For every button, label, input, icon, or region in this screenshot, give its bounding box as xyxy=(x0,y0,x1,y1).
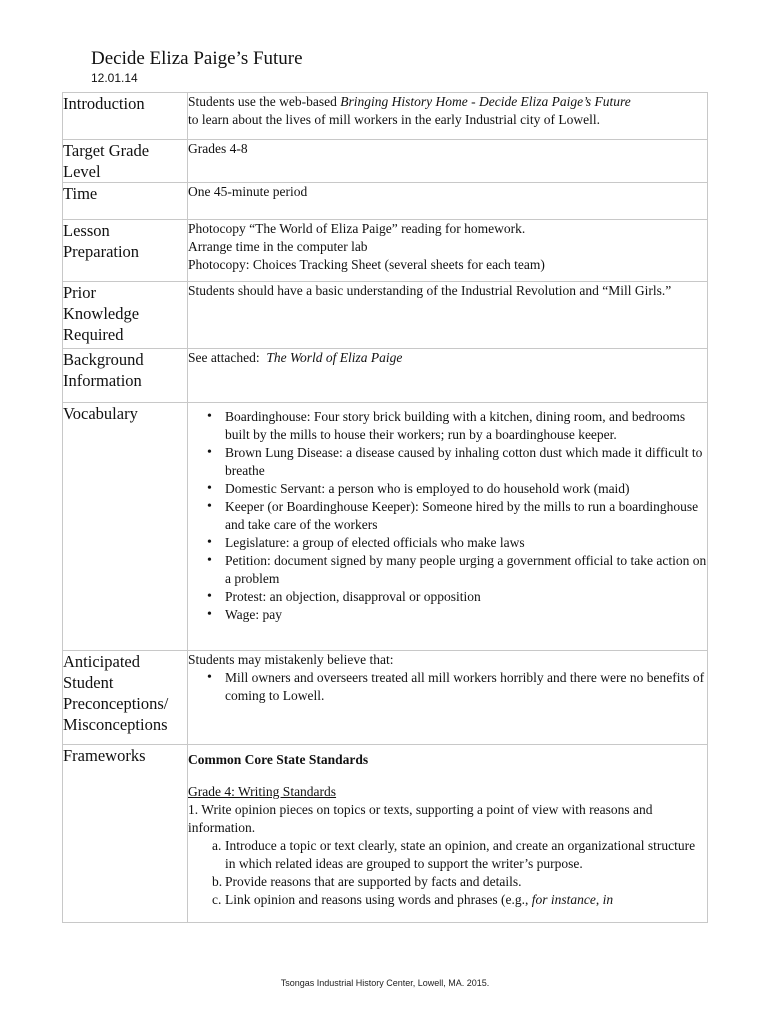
vocabulary-list xyxy=(188,408,707,624)
misconceptions-intro: Students may mistakenly believe that: xyxy=(188,652,394,667)
list-item: • Wage: pay xyxy=(188,606,707,624)
row-misconceptions xyxy=(63,651,708,745)
document-title: Decide Eliza Paige’s Future xyxy=(91,48,303,69)
label-line: Preparation xyxy=(63,242,140,261)
label-line: Level xyxy=(63,162,101,181)
item-text: Provide reasons that are supported by facts and details. xyxy=(225,874,522,889)
row-content-misconceptions xyxy=(188,651,708,745)
row-content-introduction xyxy=(188,93,708,140)
row-label-misconceptions xyxy=(63,651,188,745)
row-content-vocabulary xyxy=(188,403,708,651)
row-prior-knowledge xyxy=(63,282,708,349)
row-background xyxy=(63,349,708,403)
list-item: • Domestic Servant: a person who is employed to do household work (maid) xyxy=(188,480,707,498)
background-italic: The World of Eliza Paige xyxy=(266,350,403,365)
page-footer: Tsongas Industrial History Center, Lowell, MA. 2015. xyxy=(280,978,490,988)
row-preparation xyxy=(63,220,708,282)
list-item: • Petition: document signed by many people urging a government official to take action on a problem xyxy=(188,552,707,588)
label-line: Information xyxy=(63,371,142,390)
preparation-line: Photocopy: Choices Tracking Sheet (several sheets for each team) xyxy=(188,257,545,272)
label-line: Target Grade xyxy=(63,141,150,160)
list-item xyxy=(188,873,707,891)
row-label-frameworks xyxy=(63,745,188,923)
item-text: Link opinion and reasons using words and phrases (e.g., xyxy=(225,892,532,907)
item-marker: c. xyxy=(212,892,222,907)
list-item: • Keeper (or Boardinghouse Keeper): Someone hired by the mills to run a boardinghouse and take care of the workers xyxy=(188,498,707,534)
row-content-background xyxy=(188,349,708,403)
label-line: Anticipated xyxy=(63,652,140,671)
time-text: One 45-minute period xyxy=(188,184,308,199)
row-introduction xyxy=(63,93,708,140)
label-text: Introduction xyxy=(63,94,145,113)
list-item: • Boardinghouse: Four story brick building with a kitchen, dining room, and bedrooms built by the mills to house their workers; run by a boardinghouse keeper. xyxy=(188,408,707,444)
list-item xyxy=(188,891,707,909)
list-item: • Brown Lung Disease: a disease caused by inhaling cotton dust which made it difficult to breathe xyxy=(188,444,707,480)
item-marker: a. xyxy=(212,838,222,853)
preparation-line: Arrange time in the computer lab xyxy=(188,239,368,254)
item-comma: , xyxy=(595,892,603,907)
preparation-line: Photocopy “The World of Eliza Paige” reading for homework. xyxy=(188,221,526,236)
list-item: • Legislature: a group of elected officials who make laws xyxy=(188,534,707,552)
background-prefix: See attached: xyxy=(188,350,263,365)
label-line: Knowledge xyxy=(63,304,140,323)
row-content-frameworks xyxy=(188,745,708,923)
row-label-preparation xyxy=(63,220,188,282)
row-content-time xyxy=(188,183,708,220)
row-label-prior-knowledge xyxy=(63,282,188,349)
row-label-grade xyxy=(63,140,188,183)
label-line: Preconceptions/ xyxy=(63,694,169,713)
row-vocabulary xyxy=(63,403,708,651)
label-line: Background xyxy=(63,350,144,369)
item-marker: b. xyxy=(212,874,223,889)
row-content-preparation xyxy=(188,220,708,282)
frameworks-heading: Common Core State Standards xyxy=(188,752,369,767)
grade-text: Grades 4-8 xyxy=(188,141,248,156)
intro-text-after: to learn about the lives of mill workers in the early Industrial city of Lowell. xyxy=(188,112,601,127)
intro-text-before: Students use the web-based xyxy=(188,94,341,109)
label-line: Required xyxy=(63,325,124,344)
row-label-time xyxy=(63,183,188,220)
lesson-plan-table xyxy=(62,92,708,923)
row-label-introduction xyxy=(63,93,188,140)
row-label-background xyxy=(63,349,188,403)
item-text: Introduce a topic or text clearly, state an opinion, and create an organizational structure in which related ideas are grouped to support the writer’s purpose. xyxy=(225,838,696,871)
row-time xyxy=(63,183,708,220)
row-label-vocabulary xyxy=(63,403,188,651)
item-italic: for instance xyxy=(531,892,596,907)
intro-text-italic: Bringing History Home - Decide Eliza Paige’s Future xyxy=(340,94,631,109)
label-text: Vocabulary xyxy=(63,404,138,423)
item-italic: in xyxy=(602,892,614,907)
label-line: Lesson xyxy=(63,221,110,240)
label-line: Misconceptions xyxy=(63,715,168,734)
list-item: • Mill owners and overseers treated all mill workers horribly and there were no benefits of coming to Lowell. xyxy=(188,669,707,705)
row-frameworks xyxy=(63,745,708,923)
frameworks-subheading: Grade 4: Writing Standards xyxy=(188,784,337,799)
list-item xyxy=(188,837,707,873)
document-date: 12.01.14 xyxy=(91,71,138,85)
label-text: Frameworks xyxy=(63,746,146,765)
row-content-grade xyxy=(188,140,708,183)
row-content-prior-knowledge xyxy=(188,282,708,349)
misconceptions-list xyxy=(188,669,707,705)
label-line: Student xyxy=(63,673,114,692)
list-item: • Protest: an objection, disapproval or opposition xyxy=(188,588,707,606)
row-grade xyxy=(63,140,708,183)
frameworks-standard: 1. Write opinion pieces on topics or texts, supporting a point of view with reasons and information. xyxy=(188,802,653,835)
label-line: Prior xyxy=(63,283,96,302)
prior-text: Students should have a basic understanding of the Industrial Revolution and “Mill Girls.” xyxy=(188,283,672,298)
frameworks-subitems xyxy=(188,837,707,909)
label-text: Time xyxy=(63,184,98,203)
